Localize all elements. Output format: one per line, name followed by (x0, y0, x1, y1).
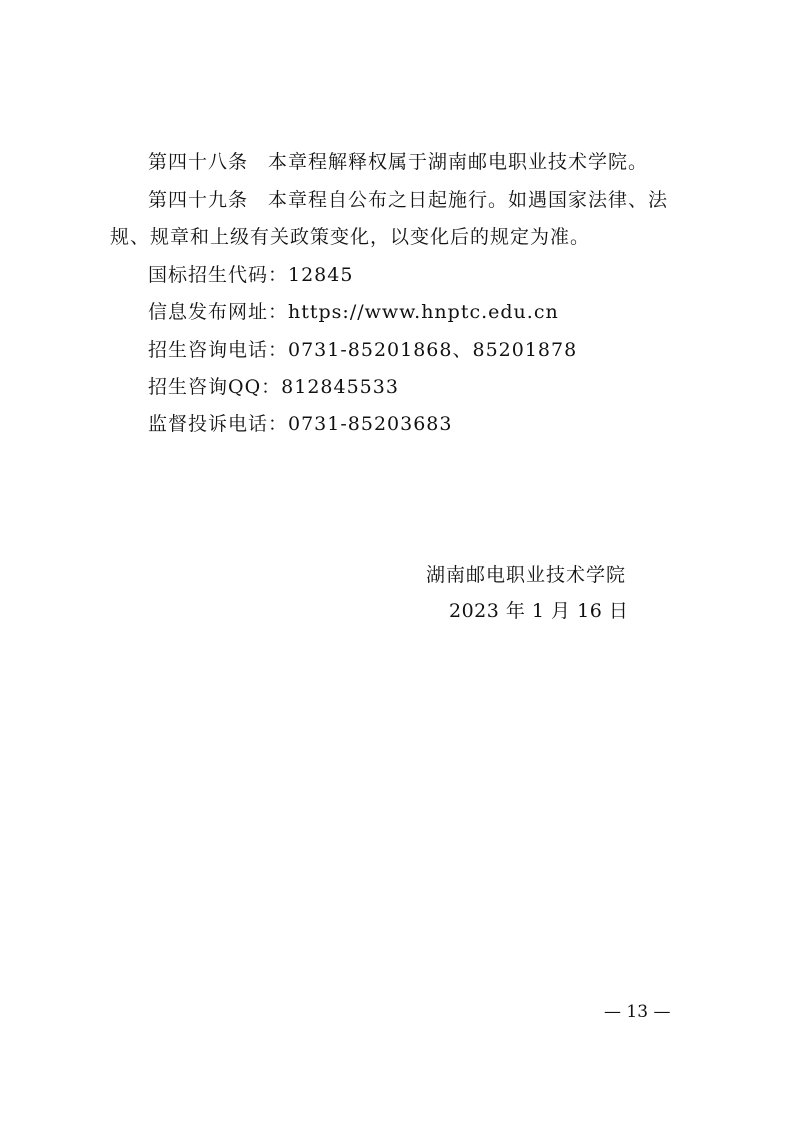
page-number: — 13 — (604, 1002, 671, 1022)
article-48-text: 第四十八条 本章程解释权属于湖南邮电职业技术学院。 (148, 151, 649, 173)
admission-qq: 招生咨询QQ：812845533 (148, 376, 399, 398)
article-49-text: 第四十九条 本章程自公布之日起施行。如遇国家法律、法 (148, 189, 669, 211)
signature-organization: 湖南邮电职业技术学院 (426, 564, 627, 586)
article-49-continuation: 规、规章和上级有关政策变化，以变化后的规定为准。 (110, 226, 591, 248)
national-enrollment-code: 国标招生代码：12845 (148, 264, 354, 286)
signature-date: 2023 年 1 月 16 日 (449, 600, 629, 622)
admission-phone: 招生咨询电话：0731-85201868、85201878 (148, 339, 578, 361)
complaint-phone: 监督投诉电话：0731-85203683 (148, 413, 453, 435)
info-website: 信息发布网址：https://www.hnptc.edu.cn (148, 301, 559, 323)
